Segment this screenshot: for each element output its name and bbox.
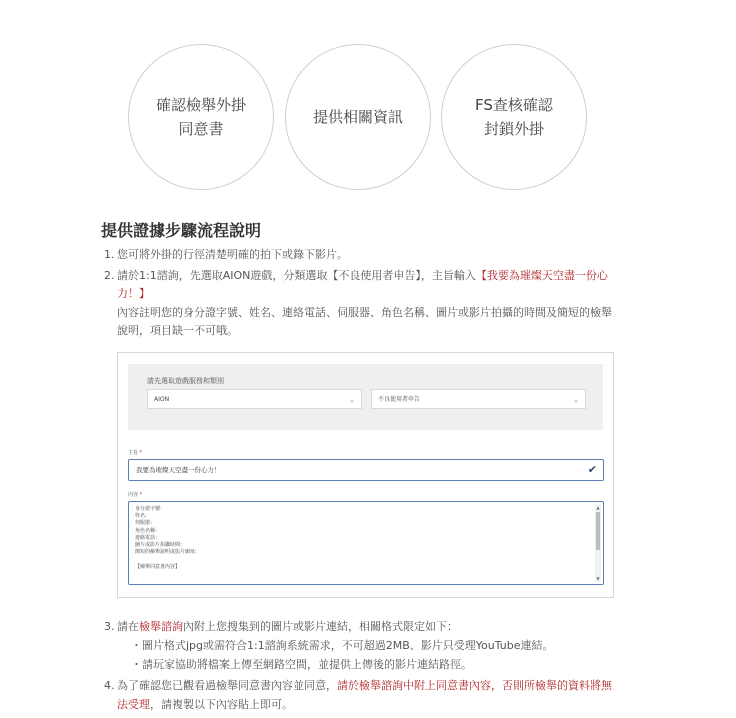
step-number: 3. bbox=[104, 620, 115, 633]
process-circles bbox=[128, 44, 588, 190]
chevron-down-icon: ⌄ bbox=[349, 396, 355, 404]
consult-link[interactable]: 檢舉諮詢 bbox=[139, 620, 183, 633]
content-line: 簡短的檢舉說明或影片網址: bbox=[135, 549, 197, 556]
content-line: 姓名： bbox=[135, 513, 151, 520]
step-text: 您可將外掛的行徑清楚明確的拍下或錄下影片。 bbox=[117, 248, 348, 261]
circle-text: 提供相關資訊 bbox=[312, 108, 403, 126]
category-select-value: 不良使用者申告 bbox=[378, 396, 421, 403]
content-label-text: 內容 bbox=[128, 492, 139, 498]
step-number: 1. bbox=[104, 248, 115, 261]
step-text: ，請複製以下內容貼上即可。 bbox=[150, 698, 293, 711]
circle-text: 封鎖外掛 bbox=[483, 120, 544, 138]
content-line bbox=[135, 556, 597, 563]
step-circle-provide-info bbox=[285, 44, 431, 190]
subject-label bbox=[128, 449, 142, 456]
format-rule-1: ・圖片格式jpg或需符合1:1諮詢系統需求，不可超過2MB、影片只受理YouTube連結。 bbox=[131, 639, 554, 652]
textarea-scrollbar[interactable] bbox=[595, 504, 601, 582]
step-1 bbox=[104, 246, 616, 265]
content-line: 角色名稱： bbox=[135, 527, 161, 534]
step-circle-fs-check bbox=[441, 44, 587, 190]
scroll-up-icon[interactable]: ▲ bbox=[596, 505, 600, 510]
step-2 bbox=[104, 267, 616, 341]
content-line: 【檢舉同意書內容】 bbox=[135, 563, 181, 570]
circle-text: FS查核確認 bbox=[475, 96, 553, 114]
circle-text: 確認檢舉外掛 bbox=[155, 96, 246, 114]
content-line: 伺服器： bbox=[135, 520, 156, 527]
required-mark: * bbox=[139, 450, 143, 456]
step-circle-confirm bbox=[128, 44, 274, 190]
game-select[interactable] bbox=[147, 389, 362, 409]
scroll-down-icon[interactable]: ▼ bbox=[596, 575, 600, 581]
step-text: 請於1:1諮詢，先選取AION遊戲，分類選取【不良使用者申告】，主旨輸入 bbox=[117, 268, 476, 282]
circle-text: 同意書 bbox=[178, 120, 224, 138]
game-select-value: AION bbox=[154, 396, 170, 403]
check-icon: ✔ bbox=[587, 463, 597, 476]
step-text: 內附上您搜集到的圖片或影片連結，相關格式限定如下： bbox=[183, 620, 458, 633]
step-4 bbox=[104, 676, 616, 714]
subject-highlight: 【我要為璀燦天空盡一份心力！】 bbox=[117, 268, 608, 300]
step-text: 為了確認您已觀看過檢舉同意書內容並同意， bbox=[117, 679, 337, 692]
subject-value: 我要為璀燦天空盡一份心力！ bbox=[136, 466, 221, 474]
content-textarea[interactable] bbox=[128, 501, 604, 585]
steps-list bbox=[104, 246, 616, 341]
content-line: 連絡電話： bbox=[135, 534, 161, 541]
step-number: 2. bbox=[104, 268, 115, 282]
steps-list-continued bbox=[104, 617, 616, 714]
step-3 bbox=[104, 617, 616, 674]
scrollbar-thumb[interactable] bbox=[596, 512, 600, 550]
step-number: 4. bbox=[104, 679, 115, 692]
step-text: 內容註明您的身分證字號、姓名、連絡電話、伺服器、角色名稱、圖片或影片拍攝的時間及簡短的檢舉說明，項目缺一不可哦。 bbox=[117, 305, 612, 337]
subject-input[interactable] bbox=[128, 459, 604, 481]
service-select-panel bbox=[128, 364, 603, 430]
content-line: 圖片或影片拍攝時間： bbox=[135, 542, 186, 549]
content-label bbox=[128, 491, 142, 498]
chevron-down-icon: ⌄ bbox=[573, 396, 579, 404]
warning-text: 請於檢舉諮詢中附上同意書內容，否則所檢舉的資料將無法受理 bbox=[117, 679, 612, 711]
select-label: 請先選取遊戲服務和類別 bbox=[147, 377, 224, 385]
content-line: 身分證字號： bbox=[135, 506, 166, 512]
subject-label-text: 主旨 bbox=[128, 450, 139, 456]
step-text: 請在 bbox=[117, 620, 139, 633]
form-screenshot bbox=[117, 352, 614, 598]
format-rule-2: ・請玩家協助將檔案上傳至網路空間，並提供上傳後的影片連結路徑。 bbox=[131, 658, 472, 671]
section-title: 提供證據步驟流程說明 bbox=[101, 221, 262, 240]
category-select[interactable] bbox=[371, 389, 586, 409]
required-mark: * bbox=[139, 492, 143, 498]
